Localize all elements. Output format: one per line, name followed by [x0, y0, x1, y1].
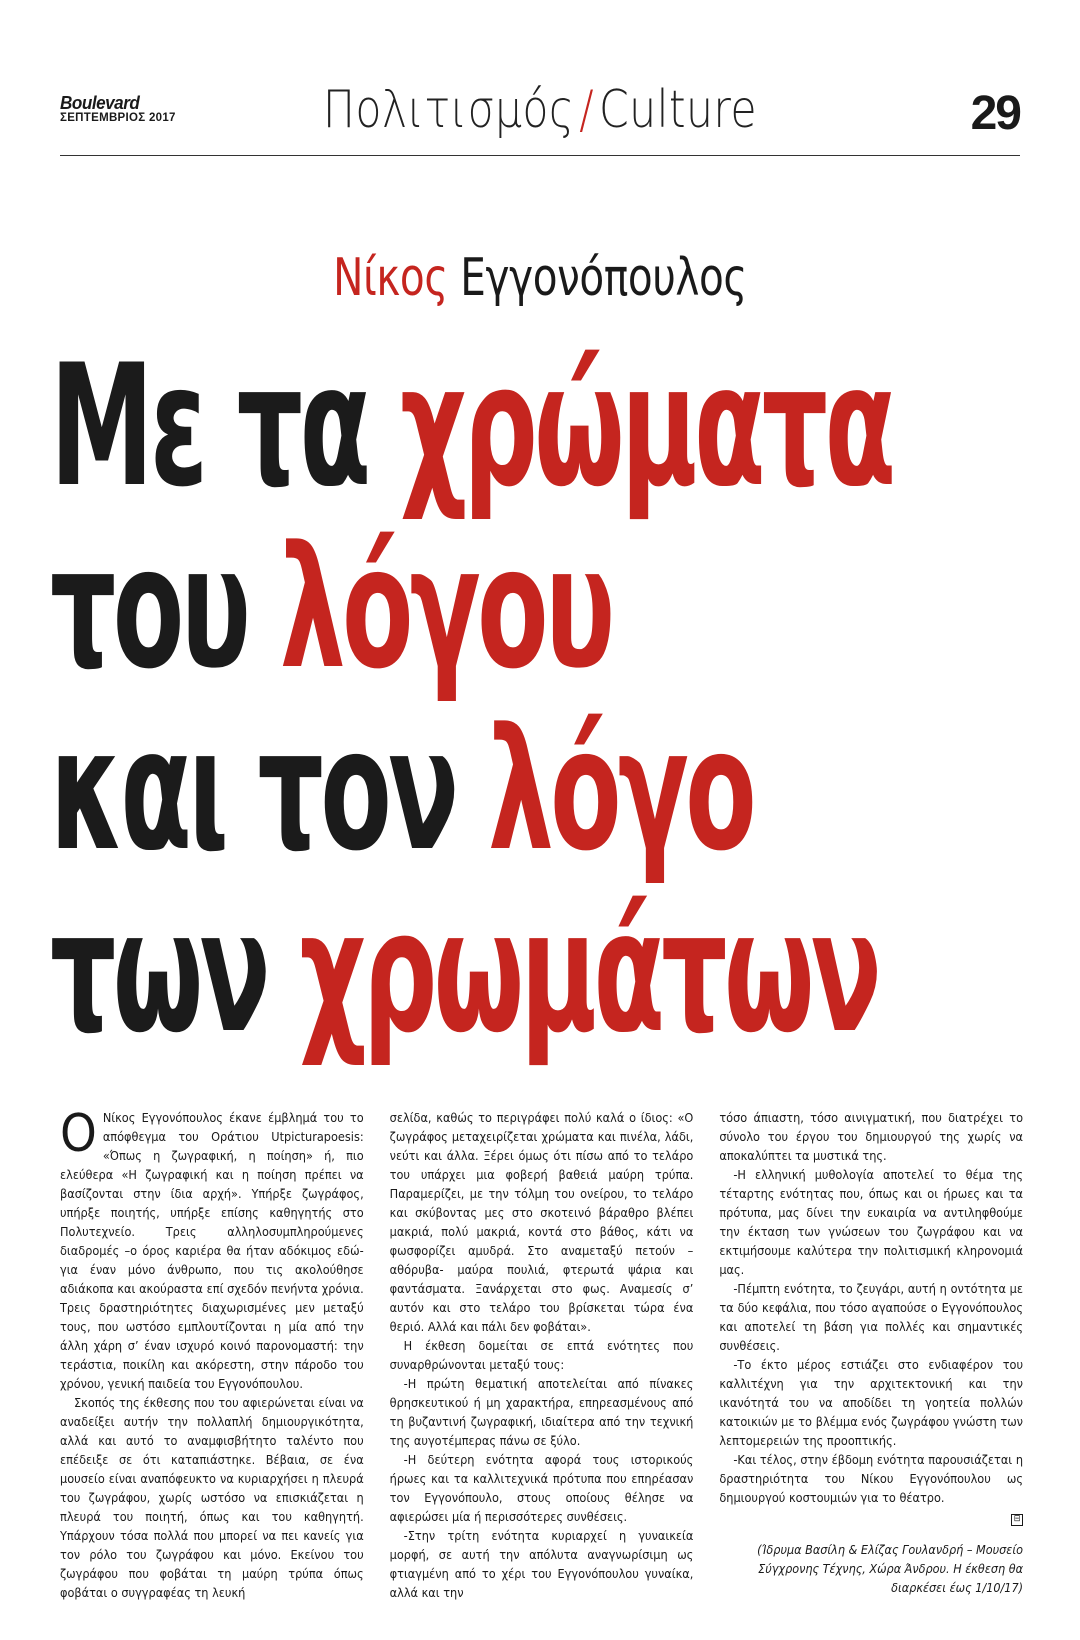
- drop-cap: Ο: [60, 1104, 97, 1164]
- headline-red-1: χρώματα: [399, 328, 893, 524]
- column-1: [60, 1104, 364, 1600]
- end-of-article-icon: ⊟: [1011, 1514, 1023, 1526]
- paragraph: τόσο άπιαστη, τόσο αινιγματική, που διατρέχει το σύνολο του έργου του δημιουργού της χωρίς να αποκαλύπτει τα μυστικά της.: [719, 1110, 1024, 1163]
- paragraph: -Η πρώτη θεματική αποτελείται από πίνακες θρησκευτικού ή μη χαρακτήρα, επηρεασμένους από τη βυζαντινή ζωγραφική, ιδιαίτερα από την τεχνική της αυγοτέμπερας πάνω σε ξύλο.: [389, 1376, 694, 1448]
- paragraph: -Η δεύτερη ενότητα αφορά τους ιστορικούς ήρωες και τα καλλιτεχνικά πρότυπα που επηρέασαν τον Εγγονόπουλο, στους οποίους θέλησε να αφιερώσει μία ή περισσότερες συνθέσεις.: [389, 1452, 694, 1524]
- paragraph: Σκοπός της έκθεσης που του αφιερώνεται είναι να αναδείξει αυτήν την πολλαπλή δημιουργικότητα, αλλά και αυτό το αναμφισβήτητο ταλέντο που επέδειξε σε ότι καταπιάστηκε. Βέβαια, σε ένα μουσείο είναι αναπόφευκτο να κυριαρχήσει η πλευρά του ζωγράφου, χωρίς ωστόσο να επισκιάζεται η πλευρά του ποιητή, όπως και του καθηγητή. Υπάρχουν τόσα πολλά που μπορεί να πει κανείς για τον ρόλο του ζωγράφου και μόνο. Εκείνου του ζωγράφου που φοβάται τη μαύρη τρύπα όπως φοβάται ο συγγραφέας τη λευκή: [60, 1395, 364, 1600]
- paragraph: -Πέμπτη ενότητα, το ζευγάρι, αυτή η οντότητα με τα δύο κεφάλια, που τόσο αγαπούσε ο Εγγονόπουλος και αποτελεί τη βάση για πολλές και σημαντικές συνθέσεις.: [719, 1281, 1024, 1353]
- paragraph: σελίδα, καθώς το περιγράφει πολύ καλά ο ίδιος: «Ο ζωγράφος μεταχειρίζεται χρώματα και πινέλα, λάδι, νεύτι και άλλα. Ξέρει όμως ότι πίσω από το τελάρο του υπάρχει μια φοβερή βαθειά μαύρη τρύπα. Παραμερίζει, με την τόλμη του ονείρου, το τελάρο και σκύβοντας μες στο σκοτεινό βάραθρο βλέπει μακριά, πολύ μακριά, κοντά στο βάθος, κάτι να φωσφορίζει αμυδρά. Στο αναμεταξύ πετούν –αθόρυβα- μαύρα πουλιά, φτερωτά ψάρια και φαντάσματα. Ξανάρχεται στο φως. Αναμεσίς σ’ αυτόν και στο τελάρο του βρίσκεται τώρα ένα θεριό. Αλλά και πάλι δεν φοβάται».: [389, 1110, 694, 1334]
- author-last-name: Εγγονόπουλος: [460, 248, 747, 308]
- column-2: [389, 1108, 694, 1600]
- headline-black-1: Με τα: [50, 328, 400, 524]
- author-first-name: Νίκος: [333, 248, 448, 308]
- section-title-gr: Πολιτισμός: [322, 80, 575, 140]
- section-slash: /: [579, 80, 595, 140]
- author-name: [119, 248, 961, 308]
- end-line: [719, 1507, 1023, 1526]
- paragraph: -Στην τρίτη ενότητα κυριαρχεί η γυναικεία μορφή, σε αυτή την απόλυτα αναγνωρίσιμη ως φτιαγμένη από το χέρι του Εγγονόπουλου γυναίκα, αλλά και την: [389, 1528, 694, 1600]
- page-header: [60, 80, 1020, 156]
- page-number: 29: [970, 87, 1020, 140]
- paragraph: Η έκθεση δομείται σε επτά ενότητες που συναρθρώνονται μεταξύ τους:: [389, 1338, 694, 1372]
- paragraph: -Η ελληνική μυθολογία αποτελεί το θέμα της τέταρτης ενότητας που, όπως και οι ήρωες και τα πρότυπα, μας δίνει την ευκαιρία να αντιληφθούμε την έκταση των γνώσεων του ζωγράφου και να εκτιμήσουμε καλύτερα την πολιτισμική κληρονομιά μας.: [719, 1167, 1024, 1277]
- headline-black-4: των: [50, 874, 300, 1070]
- exhibition-caption: (Ίδρυμα Βασίλη & Ελίζας Γουλανδρή – Μουσείο Σύγχρονης Τέχνης, Χώρα Άνδρου. Η έκθεση θα διαρκέσει έως 1/10/17): [757, 1542, 1024, 1595]
- section-title: [146, 80, 933, 140]
- headline-line-3: [50, 692, 754, 888]
- brand-logo: Boulevard: [60, 93, 140, 113]
- headline-red-2: λόγου: [279, 510, 612, 706]
- headline-black-3: και τον: [50, 692, 488, 888]
- headline-red-4: χρωμάτων: [299, 874, 879, 1070]
- paragraph-text: Νίκος Εγγονόπουλος έκανε έμβλημά του το απόφθεγμα του Οράτιου Utpicturapoesis: «Όπως η ζωγραφική, η ποίηση» ή, πιο ελεύθερα «Η ζωγραφική και η ποίηση πρέπει να βασίζονται στην ίδια αρχή». Υπήρξε ζωγράφος, υπήρξε ποιητής, υπήρξε επίσης καθηγητής στο Πολυτεχνείο. Τρεις αλληλοσυμπληρούμενες διαδρομές –ο όρος καριέρα θα ήταν αδόκιμος εδώ- για έναν μόνο άνθρωπο, που τις ακολούθησε αδιάκοπα και ακούραστα επί σχεδόν πενήντα χρόνια. Τρεις δραστηριότητες διαχωρισμένες μεν μεταξύ τους, που ωστόσο εμπλουτίζονται η μία από την άλλη χάρη σ’ έναν ισχυρό κοινό παρονομαστή: την τεράστια, ποικίλη και ακόρεστη, στην πάροδο του χρόνου, γενική παιδεία του Εγγονόπουλου.: [60, 1110, 364, 1391]
- article-body: [60, 1104, 1024, 1600]
- headline: [50, 328, 1040, 1070]
- issue-date: ΣΕΠΤΕΜΒΡΙΟΣ 2017: [60, 112, 176, 124]
- paragraph: -Και τέλος, στην έβδομη ενότητα παρουσιάζεται η δραστηριότητα του Νίκου Εγγονόπουλου ως δημιουργού κοστουμιών για το θέατρο.: [719, 1452, 1024, 1505]
- headline-line-4: [50, 874, 879, 1070]
- headline-black-2: του: [50, 510, 280, 706]
- paragraph: -Το έκτο μέρος εστιάζει στο ενδιαφέρον του καλλιτέχνη για την αρχιτεκτονική και την ικανότητά του να αποδίδει τη γοητεία πολλών κατοικιών με το βλέμμα ενός ζωγράφου γνώστη των λεπτομερειών της προοπτικής.: [719, 1357, 1024, 1448]
- column-3: [719, 1108, 1024, 1595]
- headline-line-1: [50, 328, 893, 524]
- paragraph: [60, 1104, 364, 1393]
- headline-red-3: λόγο: [487, 692, 754, 888]
- headline-line-2: [50, 510, 664, 706]
- section-title-en: Culture: [598, 80, 758, 140]
